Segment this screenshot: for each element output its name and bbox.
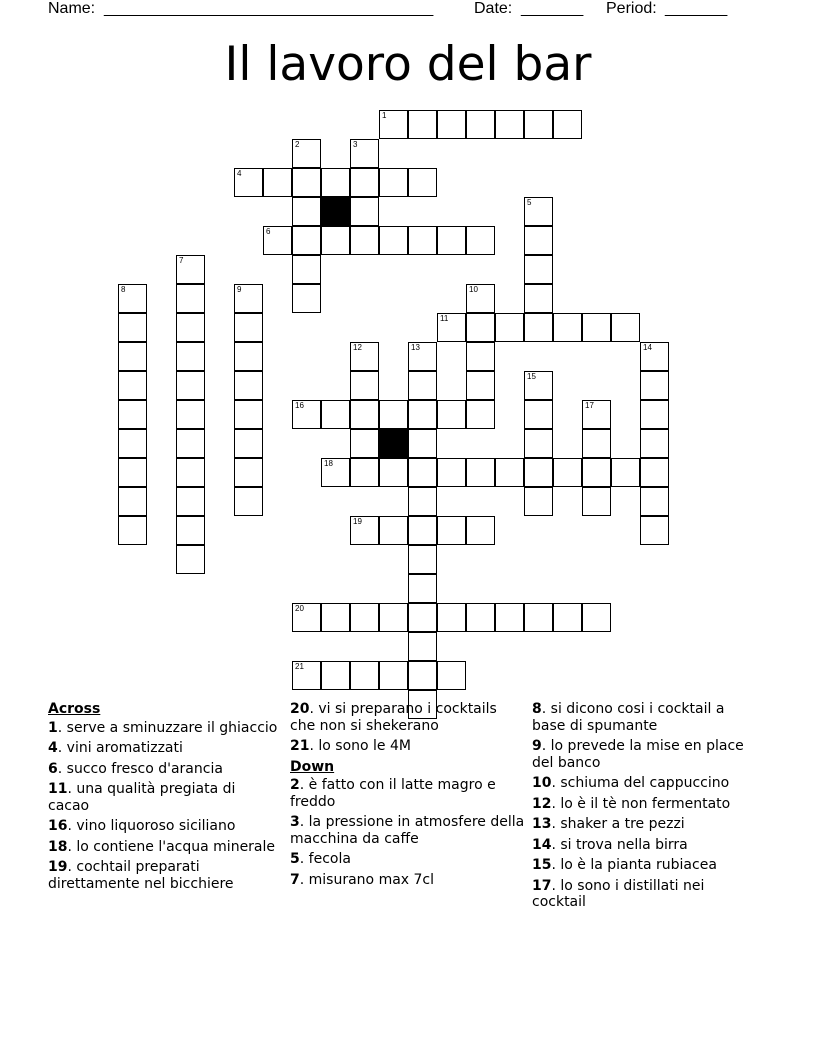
grid-cell[interactable] xyxy=(524,458,553,487)
grid-cell[interactable] xyxy=(234,371,263,400)
grid-cell[interactable] xyxy=(379,110,408,139)
grid-cell[interactable] xyxy=(379,400,408,429)
clue-text: lo contiene l'acqua minerale xyxy=(76,838,276,855)
clue-text: vino liquoroso siciliano xyxy=(76,818,236,834)
grid-cell[interactable] xyxy=(176,255,205,284)
grid-cell[interactable] xyxy=(234,429,263,458)
grid-cell[interactable] xyxy=(408,168,437,197)
grid-cell[interactable] xyxy=(234,400,263,429)
clue-text: lo prevede la mise en place del banco xyxy=(532,738,744,771)
grid-cell[interactable] xyxy=(524,226,553,255)
grid-cell[interactable] xyxy=(234,168,263,197)
clue-number: 9 xyxy=(237,285,242,294)
across-clue-list-continued xyxy=(290,701,525,755)
clue-separator: . xyxy=(57,719,67,736)
clue-separator: . xyxy=(67,781,77,797)
clue-separator: . xyxy=(299,851,309,867)
grid-cell[interactable] xyxy=(524,487,553,516)
clue-item xyxy=(290,777,525,810)
clue-separator: . xyxy=(67,859,77,875)
clue-separator: . xyxy=(551,795,561,812)
grid-cell[interactable] xyxy=(292,400,321,429)
clue-number: 6 xyxy=(48,760,58,777)
clue-number: 16 xyxy=(48,818,68,834)
grid-cell[interactable] xyxy=(408,574,437,603)
grid-cell[interactable] xyxy=(408,429,437,458)
grid-cell[interactable] xyxy=(466,516,495,545)
clue-text: lo è la pianta rubiacea xyxy=(560,857,717,873)
clue-item xyxy=(532,857,762,874)
across-heading: Across xyxy=(48,701,101,717)
clue-number: 7 xyxy=(290,871,300,888)
clue-item xyxy=(290,851,525,868)
grid-cell[interactable] xyxy=(379,603,408,632)
clue-number: 15 xyxy=(527,372,536,381)
clue-item xyxy=(48,839,278,856)
grid-cell[interactable] xyxy=(524,197,553,226)
grid-cell[interactable] xyxy=(321,168,350,197)
grid-cell[interactable] xyxy=(437,661,466,690)
grid-cell[interactable] xyxy=(495,313,524,342)
grid-cell[interactable] xyxy=(379,226,408,255)
grid-cell[interactable] xyxy=(118,487,147,516)
grid-cell[interactable] xyxy=(321,458,350,487)
grid-cell[interactable] xyxy=(176,400,205,429)
clue-number: 19 xyxy=(48,859,68,875)
grid-cell[interactable] xyxy=(437,458,466,487)
grid-cell[interactable] xyxy=(553,458,582,487)
grid-cell[interactable] xyxy=(466,371,495,400)
grid-cell[interactable] xyxy=(176,516,205,545)
clue-number: 12 xyxy=(532,795,552,812)
grid-cell[interactable] xyxy=(553,110,582,139)
grid-cell[interactable] xyxy=(408,371,437,400)
grid-cell[interactable] xyxy=(234,284,263,313)
grid-cell[interactable] xyxy=(640,516,669,545)
grid-cell[interactable] xyxy=(582,458,611,487)
clue-number: 11 xyxy=(48,781,68,797)
grid-cell[interactable] xyxy=(176,342,205,371)
grid-cell[interactable] xyxy=(118,516,147,545)
clue-number: 13 xyxy=(532,816,552,832)
clue-item xyxy=(290,814,525,847)
across-clue-list xyxy=(48,720,278,893)
clue-item xyxy=(48,761,278,778)
grid-cell[interactable] xyxy=(408,400,437,429)
grid-cell[interactable] xyxy=(408,110,437,139)
clue-number: 15 xyxy=(532,857,552,873)
grid-cell[interactable] xyxy=(640,487,669,516)
grid-cell[interactable] xyxy=(292,284,321,313)
clue-number: 20 xyxy=(290,701,310,717)
clue-item xyxy=(532,878,762,911)
clue-number: 19 xyxy=(353,517,362,526)
grid-cell[interactable] xyxy=(437,400,466,429)
grid-cell[interactable] xyxy=(553,313,582,342)
clue-separator: . xyxy=(309,701,319,717)
clue-item xyxy=(48,781,278,814)
grid-cell[interactable] xyxy=(321,226,350,255)
clue-number: 4 xyxy=(48,740,58,756)
grid-cell[interactable] xyxy=(466,342,495,371)
clue-text: lo sono i distillati nei cocktail xyxy=(532,877,705,910)
clue-number: 16 xyxy=(295,401,304,410)
grid-cell[interactable] xyxy=(263,226,292,255)
grid-cell[interactable] xyxy=(176,458,205,487)
grid-cell[interactable] xyxy=(118,371,147,400)
grid-cell[interactable] xyxy=(524,400,553,429)
clue-separator: . xyxy=(299,814,309,830)
clue-column-1 xyxy=(48,701,278,896)
name-blank: _____________________________________ xyxy=(104,0,434,17)
clue-text: schiuma del cappuccino xyxy=(560,775,730,791)
period-label: Period: xyxy=(606,0,657,17)
clue-text: la pressione in atmosfere della macchina da caffe xyxy=(290,814,525,847)
grid-cell[interactable] xyxy=(408,487,437,516)
clue-number: 18 xyxy=(48,838,68,855)
clue-separator: . xyxy=(541,738,551,754)
clue-number: 2 xyxy=(290,777,300,793)
grid-cell[interactable] xyxy=(234,342,263,371)
clue-number: 6 xyxy=(266,227,271,236)
clue-item xyxy=(48,740,278,757)
clue-item xyxy=(532,701,762,734)
clue-separator: . xyxy=(67,838,77,855)
clue-item xyxy=(532,837,762,854)
grid-cell[interactable] xyxy=(640,429,669,458)
grid-cell[interactable] xyxy=(495,603,524,632)
grid-cell[interactable] xyxy=(408,545,437,574)
grid-cell[interactable] xyxy=(350,226,379,255)
clue-number: 2 xyxy=(295,140,300,149)
clue-text: succo fresco d'arancia xyxy=(66,760,223,777)
grid-cell[interactable] xyxy=(640,400,669,429)
clue-number: 3 xyxy=(290,814,300,830)
clue-separator: . xyxy=(551,836,561,853)
grid-cell[interactable] xyxy=(176,487,205,516)
grid-cell[interactable] xyxy=(118,429,147,458)
grid-cell[interactable] xyxy=(466,400,495,429)
grid-cell[interactable] xyxy=(408,342,437,371)
grid-cell[interactable] xyxy=(379,516,408,545)
grid-cell[interactable] xyxy=(582,603,611,632)
grid-cell[interactable] xyxy=(408,226,437,255)
clue-item xyxy=(48,818,278,835)
grid-cell[interactable] xyxy=(118,342,147,371)
down-heading: Down xyxy=(290,758,335,775)
grid-cell[interactable] xyxy=(582,487,611,516)
page-title: Il lavoro del bar xyxy=(224,37,592,92)
grid-cell[interactable] xyxy=(582,400,611,429)
black-cell xyxy=(379,429,408,458)
grid-cell[interactable] xyxy=(234,487,263,516)
period-blank: _______ xyxy=(665,0,728,17)
clue-number: 1 xyxy=(48,719,58,736)
clue-item xyxy=(532,738,762,771)
clue-number: 5 xyxy=(527,198,532,207)
clue-item xyxy=(48,720,278,737)
clue-number: 5 xyxy=(290,851,300,867)
clue-number: 10 xyxy=(469,285,478,294)
grid-cell[interactable] xyxy=(495,458,524,487)
grid-cell[interactable] xyxy=(379,661,408,690)
grid-cell[interactable] xyxy=(234,458,263,487)
clue-number: 11 xyxy=(440,314,449,323)
grid-cell[interactable] xyxy=(437,516,466,545)
clue-separator: . xyxy=(67,818,77,834)
grid-cell[interactable] xyxy=(408,632,437,661)
down-clue-list xyxy=(290,777,525,888)
grid-cell[interactable] xyxy=(437,110,466,139)
grid-cell[interactable] xyxy=(582,429,611,458)
clue-separator: . xyxy=(551,857,561,873)
grid-cell[interactable] xyxy=(466,110,495,139)
clue-text: una qualità pregiata di cacao xyxy=(48,781,236,814)
grid-cell[interactable] xyxy=(466,226,495,255)
grid-cell[interactable] xyxy=(437,226,466,255)
clue-item xyxy=(532,775,762,792)
clue-text: serve a sminuzzare il ghiaccio xyxy=(66,719,278,736)
grid-cell[interactable] xyxy=(321,603,350,632)
clue-number: 12 xyxy=(353,343,362,352)
grid-cell[interactable] xyxy=(524,429,553,458)
grid-cell[interactable] xyxy=(611,458,640,487)
clue-column-3 xyxy=(532,701,762,915)
clue-item xyxy=(290,701,525,734)
clue-separator: . xyxy=(541,701,551,717)
clue-text: misurano max 7cl xyxy=(308,871,435,888)
grid-cell[interactable] xyxy=(292,603,321,632)
clue-number: 4 xyxy=(237,169,242,178)
grid-cell[interactable] xyxy=(582,313,611,342)
grid-cell[interactable] xyxy=(350,139,379,168)
grid-cell[interactable] xyxy=(611,313,640,342)
grid-cell[interactable] xyxy=(640,371,669,400)
grid-cell[interactable] xyxy=(234,313,263,342)
clue-number: 20 xyxy=(295,604,304,613)
grid-cell[interactable] xyxy=(495,110,524,139)
grid-cell[interactable] xyxy=(321,661,350,690)
grid-cell[interactable] xyxy=(379,168,408,197)
clue-number: 1 xyxy=(382,111,387,120)
grid-cell[interactable] xyxy=(640,458,669,487)
clue-text: fecola xyxy=(308,851,351,867)
grid-cell[interactable] xyxy=(176,429,205,458)
clue-number: 14 xyxy=(643,343,652,352)
grid-cell[interactable] xyxy=(553,603,582,632)
clue-item xyxy=(48,859,278,892)
grid-cell[interactable] xyxy=(466,313,495,342)
grid-cell[interactable] xyxy=(292,255,321,284)
clue-separator: . xyxy=(551,816,561,832)
grid-cell[interactable] xyxy=(437,603,466,632)
grid-cell[interactable] xyxy=(408,516,437,545)
name-label: Name: xyxy=(48,0,96,17)
grid-cell[interactable] xyxy=(524,110,553,139)
grid-cell[interactable] xyxy=(350,661,379,690)
grid-cell[interactable] xyxy=(176,545,205,574)
clue-item xyxy=(532,796,762,813)
grid-cell[interactable] xyxy=(263,168,292,197)
grid-cell[interactable] xyxy=(350,168,379,197)
clue-text: shaker a tre pezzi xyxy=(560,816,685,832)
clue-separator: . xyxy=(57,760,67,777)
clue-separator: . xyxy=(57,740,67,756)
grid-cell[interactable] xyxy=(118,313,147,342)
clue-item xyxy=(290,872,525,889)
grid-cell[interactable] xyxy=(350,342,379,371)
clue-number: 13 xyxy=(411,343,420,352)
grid-cell[interactable] xyxy=(350,400,379,429)
clue-number: 8 xyxy=(532,701,542,717)
grid-cell[interactable] xyxy=(176,313,205,342)
clue-text: cochtail preparati direttamente nel bicchiere xyxy=(48,859,234,892)
clue-item xyxy=(290,738,525,755)
grid-cell[interactable] xyxy=(350,516,379,545)
grid-cell[interactable] xyxy=(118,284,147,313)
clue-number: 18 xyxy=(324,459,333,468)
clue-item xyxy=(532,816,762,833)
clue-text: si trova nella birra xyxy=(560,836,688,853)
grid-cell[interactable] xyxy=(292,168,321,197)
grid-cell[interactable] xyxy=(379,458,408,487)
grid-cell[interactable] xyxy=(350,458,379,487)
clue-number: 9 xyxy=(532,738,542,754)
grid-cell[interactable] xyxy=(408,603,437,632)
grid-cell[interactable] xyxy=(350,429,379,458)
grid-cell[interactable] xyxy=(524,284,553,313)
clue-number: 3 xyxy=(353,140,358,149)
clue-number: 21 xyxy=(295,662,304,671)
clue-text: vi si preparano i cocktails che non si shekerano xyxy=(290,701,497,734)
grid-cell[interactable] xyxy=(524,371,553,400)
clue-separator: . xyxy=(299,871,309,888)
down-clue-list-continued xyxy=(532,701,762,911)
grid-cell[interactable] xyxy=(350,197,379,226)
clue-number: 17 xyxy=(532,877,552,894)
grid-cell[interactable] xyxy=(292,139,321,168)
grid-cell[interactable] xyxy=(292,197,321,226)
clue-column-2 xyxy=(290,701,525,892)
grid-cell[interactable] xyxy=(350,603,379,632)
grid-cell[interactable] xyxy=(524,313,553,342)
clue-number: 17 xyxy=(585,401,594,410)
grid-cell[interactable] xyxy=(524,603,553,632)
grid-cell[interactable] xyxy=(408,661,437,690)
grid-cell[interactable] xyxy=(118,458,147,487)
grid-cell[interactable] xyxy=(118,400,147,429)
clue-text: vini aromatizzati xyxy=(66,740,183,756)
clue-text: lo sono le 4M xyxy=(318,738,411,754)
grid-cell[interactable] xyxy=(408,458,437,487)
grid-cell[interactable] xyxy=(524,255,553,284)
black-cell xyxy=(321,197,350,226)
clue-separator: . xyxy=(309,738,319,754)
clue-text: è fatto con il latte magro e freddo xyxy=(290,777,496,810)
clue-number: 14 xyxy=(532,836,552,853)
date-label: Date: xyxy=(474,0,513,17)
grid-cell[interactable] xyxy=(176,284,205,313)
grid-cell[interactable] xyxy=(466,284,495,313)
clue-separator: . xyxy=(551,775,561,791)
clue-separator: . xyxy=(551,877,561,894)
grid-cell[interactable] xyxy=(466,458,495,487)
grid-cell[interactable] xyxy=(321,400,350,429)
grid-cell[interactable] xyxy=(292,226,321,255)
grid-cell[interactable] xyxy=(292,661,321,690)
date-blank: _______ xyxy=(521,0,584,17)
grid-cell[interactable] xyxy=(176,371,205,400)
clue-number: 8 xyxy=(121,285,126,294)
clue-number: 21 xyxy=(290,738,310,754)
clue-separator: . xyxy=(299,777,309,793)
clue-text: lo è il tè non fermentato xyxy=(560,795,731,812)
clue-number: 7 xyxy=(179,256,184,265)
grid-cell[interactable] xyxy=(640,342,669,371)
grid-cell[interactable] xyxy=(350,371,379,400)
clue-text: si dicono cosi i cocktail a base di spumante xyxy=(532,701,725,734)
grid-cell[interactable] xyxy=(466,603,495,632)
grid-cell[interactable] xyxy=(437,313,466,342)
clue-number: 10 xyxy=(532,775,552,791)
